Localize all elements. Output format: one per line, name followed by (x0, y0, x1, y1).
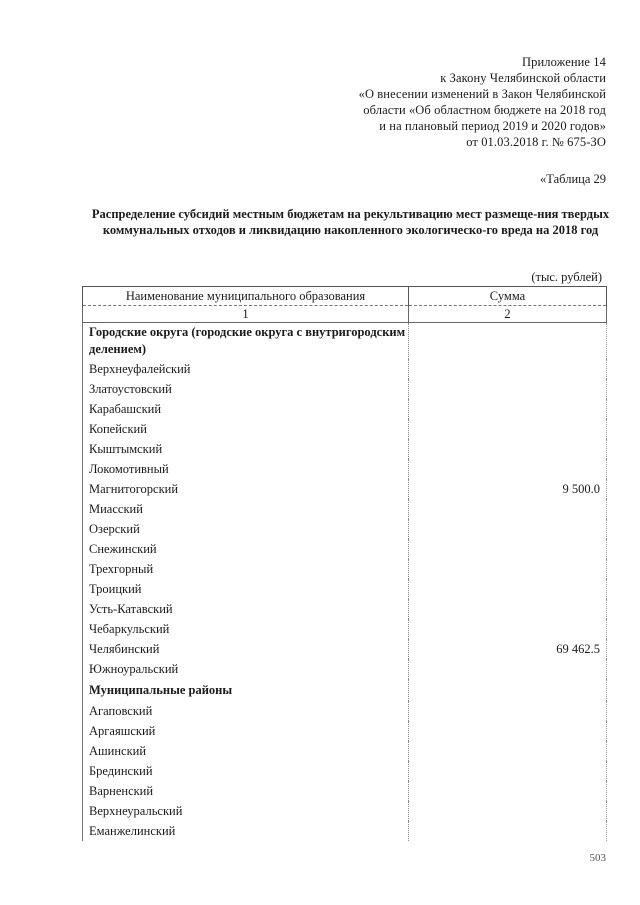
subsidy-amount (409, 801, 607, 821)
table-row (83, 539, 607, 559)
appendix-line: «О внесении изменений в Закон Челябинской (358, 87, 606, 101)
column-header-row (83, 287, 607, 306)
subsidy-amount (409, 419, 607, 439)
municipality-name: Локомотивный (83, 459, 409, 479)
table-row (83, 519, 607, 539)
table-row (83, 821, 607, 841)
subsidy-amount (409, 439, 607, 459)
subsidy-amount: 9 500.0 (409, 479, 607, 499)
subsidy-amount (409, 499, 607, 519)
municipality-name: Брединский (83, 761, 409, 781)
appendix-line: и на плановый период 2019 и 2020 годов» (379, 119, 606, 133)
subsidy-amount (409, 701, 607, 721)
municipality-name: Верхнеуфалейский (83, 359, 409, 379)
section-title: Муниципальные районы (83, 679, 409, 701)
table-row (83, 741, 607, 761)
subsidy-amount (409, 379, 607, 399)
subsidy-amount (409, 821, 607, 841)
municipality-name: Карабашский (83, 399, 409, 419)
table-row (83, 499, 607, 519)
table-row (83, 761, 607, 781)
table-row (83, 399, 607, 419)
subsidy-amount (409, 721, 607, 741)
municipality-name: Чебаркульский (83, 619, 409, 639)
municipality-name: Еманжелинский (83, 821, 409, 841)
table-row (83, 379, 607, 399)
table-row (83, 659, 607, 679)
municipality-name: Магнитогорский (83, 479, 409, 499)
municipality-name: Озерский (83, 519, 409, 539)
table-row (83, 619, 607, 639)
municipality-name: Аргаяшский (83, 721, 409, 741)
table-row (83, 419, 607, 439)
appendix-line: Приложение 14 (521, 55, 606, 69)
table-row (83, 359, 607, 379)
document-title: Распределение субсидий местным бюджетам на рекультивацию мест размеще-ния твердых коммунальных отходов и ликвидацию накопленного экологическо-го вреда на 2018 год (91, 207, 610, 237)
municipality-name: Южноуральский (83, 659, 409, 679)
municipality-name: Ашинский (83, 741, 409, 761)
subsidy-amount (409, 579, 607, 599)
subsidy-table-wrapper (82, 286, 606, 841)
municipality-name: Варненский (83, 781, 409, 801)
table-row (83, 599, 607, 619)
column-header-name: Наименование муниципального образования (83, 287, 409, 306)
municipality-name: Кыштымский (83, 439, 409, 459)
appendix-line: от 01.03.2018 г. № 675-ЗО (466, 135, 606, 149)
subsidy-amount (409, 619, 607, 639)
municipality-name: Троицкий (83, 579, 409, 599)
section-title: Городские округа (городские округа с внутригородским делением) (83, 323, 409, 360)
section-row (83, 323, 607, 360)
appendix-header (286, 54, 606, 150)
column-number-1: 1 (83, 306, 409, 323)
municipality-name: Трехгорный (83, 559, 409, 579)
subsidy-amount (409, 323, 607, 360)
municipality-name: Агаповский (83, 701, 409, 721)
table-row (83, 781, 607, 801)
subsidy-amount (409, 519, 607, 539)
units-label: (тыс. рублей) (531, 270, 602, 284)
table-row (83, 801, 607, 821)
municipality-name: Златоустовский (83, 379, 409, 399)
column-number-2: 2 (409, 306, 607, 323)
appendix-line: к Закону Челябинской области (440, 71, 606, 85)
municipality-name: Усть-Катавский (83, 599, 409, 619)
subsidy-amount (409, 599, 607, 619)
subsidy-amount (409, 399, 607, 419)
table-row (83, 479, 607, 499)
subsidy-amount: 69 462.5 (409, 639, 607, 659)
municipality-name: Миасский (83, 499, 409, 519)
subsidy-amount (409, 659, 607, 679)
subsidy-table (82, 286, 607, 841)
table-row (83, 701, 607, 721)
page-number: 503 (589, 852, 606, 864)
subsidy-amount (409, 761, 607, 781)
subsidy-amount (409, 539, 607, 559)
subsidy-amount (409, 459, 607, 479)
subsidy-amount (409, 359, 607, 379)
table-row (83, 439, 607, 459)
table-label: «Таблица 29 (540, 172, 606, 186)
table-header (83, 287, 607, 323)
table-row (83, 639, 607, 659)
subsidy-amount (409, 559, 607, 579)
table-row (83, 721, 607, 741)
column-header-sum: Сумма (409, 287, 607, 306)
subsidy-amount (409, 679, 607, 701)
subsidy-amount (409, 741, 607, 761)
municipality-name: Челябинский (83, 639, 409, 659)
table-body (83, 323, 607, 842)
table-row (83, 459, 607, 479)
column-number-row (83, 306, 607, 323)
table-row (83, 559, 607, 579)
municipality-name: Верхнеуральский (83, 801, 409, 821)
section-row (83, 679, 607, 701)
table-row (83, 579, 607, 599)
municipality-name: Копейский (83, 419, 409, 439)
subsidy-amount (409, 781, 607, 801)
municipality-name: Снежинский (83, 539, 409, 559)
appendix-line: области «Об областном бюджете на 2018 год (363, 103, 606, 117)
